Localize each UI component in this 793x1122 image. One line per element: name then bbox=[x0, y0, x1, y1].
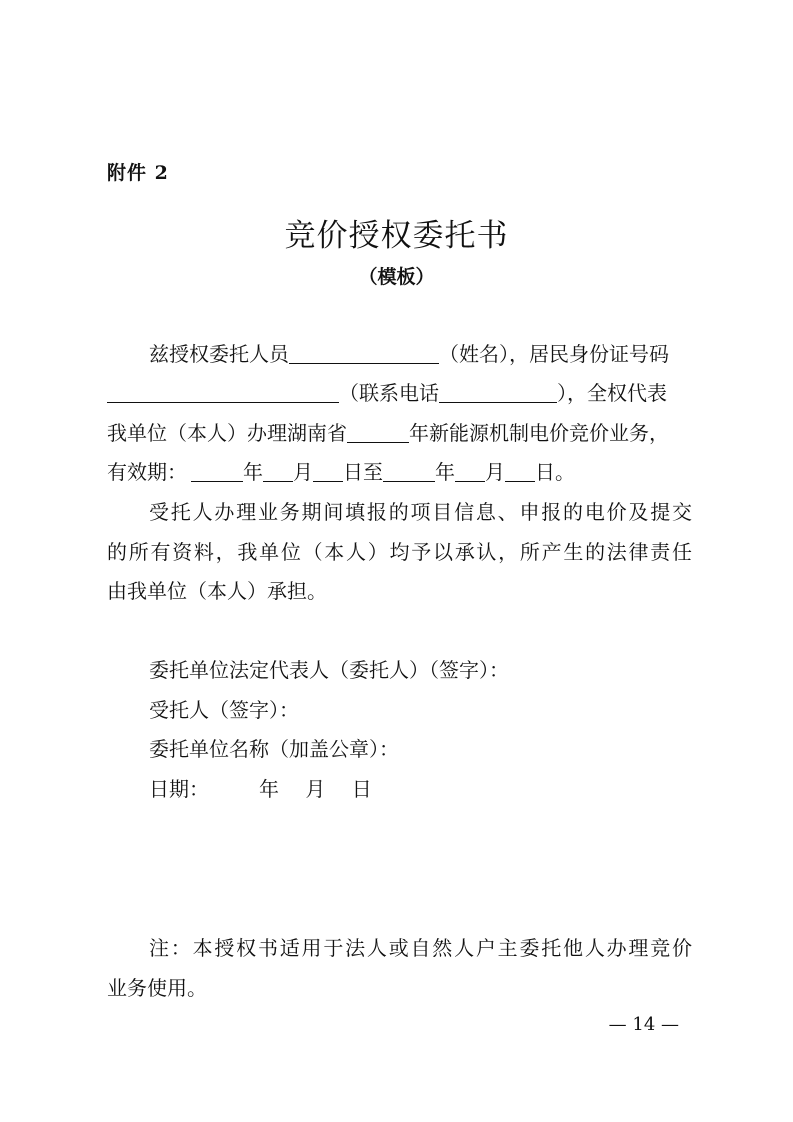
year-blank bbox=[347, 422, 409, 443]
end-year-blank bbox=[383, 461, 435, 482]
p1-text: 我单位（本人）办理湖南省 bbox=[107, 421, 347, 445]
p1-text: 日至 bbox=[343, 460, 383, 484]
p1-line-1 bbox=[107, 340, 734, 368]
p1-text: 年新能源机制电价竞价业务， bbox=[409, 421, 669, 445]
p1-text: （联系电话 bbox=[339, 381, 439, 405]
p1-text: 兹授权委托人员 bbox=[149, 342, 289, 366]
p1-text: 月 bbox=[293, 460, 313, 484]
p1-text: 日。 bbox=[535, 460, 575, 484]
date-label: 日期： 年 月 日 bbox=[149, 777, 372, 801]
end-day-blank bbox=[505, 461, 535, 482]
trustee-signature-label: 受托人（签字）： bbox=[149, 698, 299, 722]
note-line-2: 业务使用。 bbox=[107, 976, 207, 1000]
start-day-blank bbox=[313, 461, 343, 482]
p1-text: ），全权代表 bbox=[557, 381, 667, 405]
p2-line-3: 由我单位（本人）承担。 bbox=[107, 579, 327, 603]
p1-text: 月 bbox=[485, 460, 505, 484]
p1-line-3 bbox=[107, 419, 692, 447]
attachment-label: 附件 2 bbox=[107, 162, 169, 184]
p2-line-2: 的所有资料，我单位（本人）均予以承认，所产生的法律责任 bbox=[107, 540, 692, 564]
page-title: 竞价授权委托书 bbox=[284, 218, 509, 254]
page-number: — 14 — bbox=[608, 1014, 679, 1035]
end-month-blank bbox=[455, 461, 485, 482]
start-month-blank bbox=[263, 461, 293, 482]
start-year-blank bbox=[191, 461, 243, 482]
p1-text: 年 bbox=[435, 460, 455, 484]
name-blank bbox=[289, 343, 439, 364]
id-number-blank bbox=[107, 382, 339, 403]
unit-name-label: 委托单位名称（加盖公章）： bbox=[149, 737, 399, 761]
p1-line-4 bbox=[107, 458, 692, 486]
p2-line-1: 受托人办理业务期间填报的项目信息、申报的电价及提交 bbox=[149, 500, 692, 524]
p1-text: 有效期： bbox=[107, 460, 187, 484]
phone-blank bbox=[439, 382, 557, 403]
note-line-1: 注：本授权书适用于法人或自然人户主委托他人办理竞价 bbox=[149, 936, 692, 960]
page-subtitle: （模板） bbox=[358, 266, 435, 288]
representative-signature-label: 委托单位法定代表人（委托人）（签字）： bbox=[149, 658, 509, 682]
p1-line-2 bbox=[107, 379, 692, 407]
p1-text: 年 bbox=[243, 460, 263, 484]
p1-text: （姓名），居民身份证号码 bbox=[439, 342, 669, 366]
